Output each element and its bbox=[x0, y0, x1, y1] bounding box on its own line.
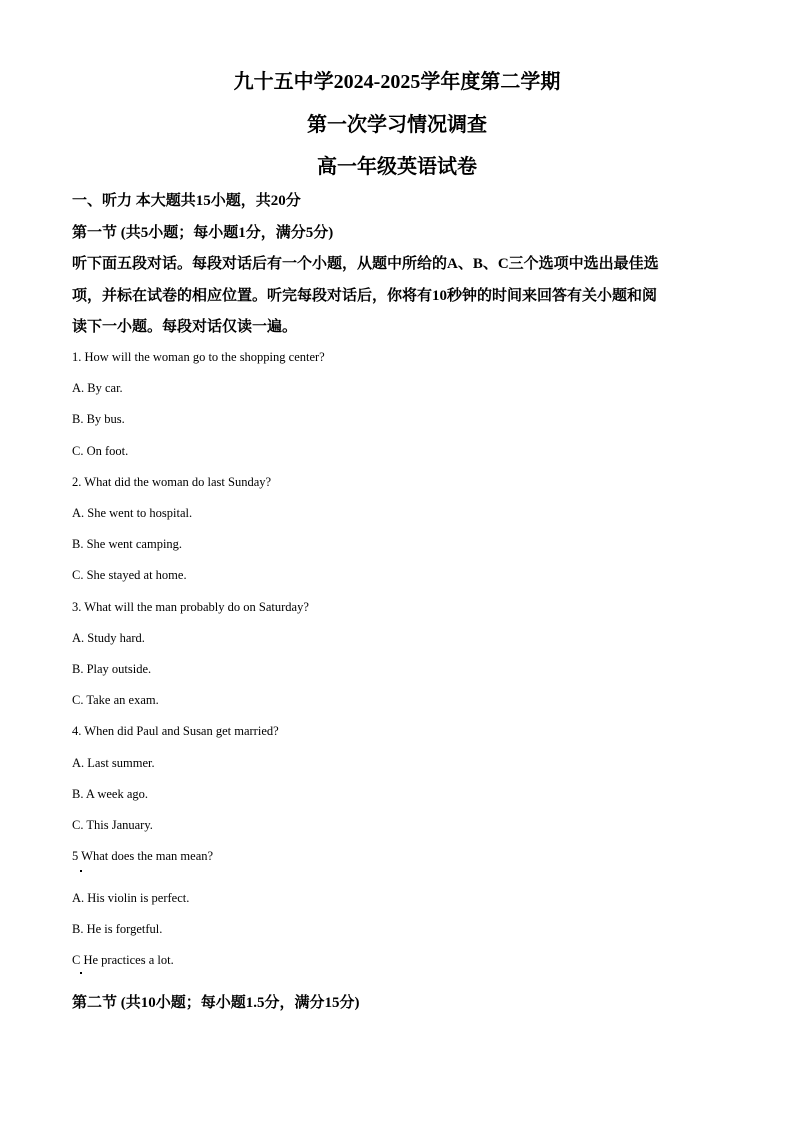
question-1-stem: 1. How will the woman go to the shopping center? bbox=[72, 350, 325, 364]
question-1-option-b: B. By bus. bbox=[72, 412, 125, 426]
question-5-option-b: B. He is forgetful. bbox=[72, 922, 163, 936]
stray-dot-mark bbox=[80, 972, 82, 974]
question-2-option-a: A. She went to hospital. bbox=[72, 506, 193, 520]
question-5-option-a: A. His violin is perfect. bbox=[72, 891, 190, 905]
question-1-option-a: A. By car. bbox=[72, 381, 123, 395]
question-2-option-c: C. She stayed at home. bbox=[72, 568, 187, 582]
question-4-stem: 4. When did Paul and Susan get married? bbox=[72, 724, 279, 738]
exam-paper-name: 高一年级英语试卷 bbox=[317, 156, 477, 178]
instructions-line-1: 听下面五段对话。每段对话后有一个小题，从题中所给的A、B、C三个选项中选出最佳选 bbox=[72, 256, 659, 272]
exam-subtitle: 第一次学习情况调查 bbox=[307, 114, 487, 136]
question-5-option-c: C He practices a lot. bbox=[72, 953, 174, 967]
question-5-stem: 5 What does the man mean? bbox=[72, 849, 214, 863]
question-4-option-b: B. A week ago. bbox=[72, 787, 149, 801]
section-heading: 一、听力 本大题共15小题，共20分 bbox=[72, 193, 301, 209]
part1-heading: 第一节 (共5小题；每小题1分，满分5分) bbox=[72, 225, 334, 241]
question-2-stem: 2. What did the woman do last Sunday? bbox=[72, 475, 272, 489]
question-3-option-c: C. Take an exam. bbox=[72, 693, 159, 707]
question-2-option-b: B. She went camping. bbox=[72, 537, 183, 551]
question-3-option-b: B. Play outside. bbox=[72, 662, 152, 676]
question-4-option-a: A. Last summer. bbox=[72, 756, 155, 770]
stray-dot-mark bbox=[80, 870, 82, 872]
question-3-option-a: A. Study hard. bbox=[72, 631, 145, 645]
part2-heading: 第二节 (共10小题；每小题1.5分，满分15分) bbox=[72, 995, 360, 1011]
exam-title: 九十五中学2024-2025学年度第二学期 bbox=[233, 71, 561, 93]
question-4-option-c: C. This January. bbox=[72, 818, 153, 832]
question-3-stem: 3. What will the man probably do on Saturday? bbox=[72, 600, 309, 614]
question-1-option-c: C. On foot. bbox=[72, 444, 129, 458]
instructions-line-2: 项，并标在试卷的相应位置。听完每段对话后，你将有10秒钟的时间来回答有关小题和阅 bbox=[72, 288, 658, 304]
instructions-line-3: 读下一小题。每段对话仅读一遍。 bbox=[72, 319, 298, 335]
